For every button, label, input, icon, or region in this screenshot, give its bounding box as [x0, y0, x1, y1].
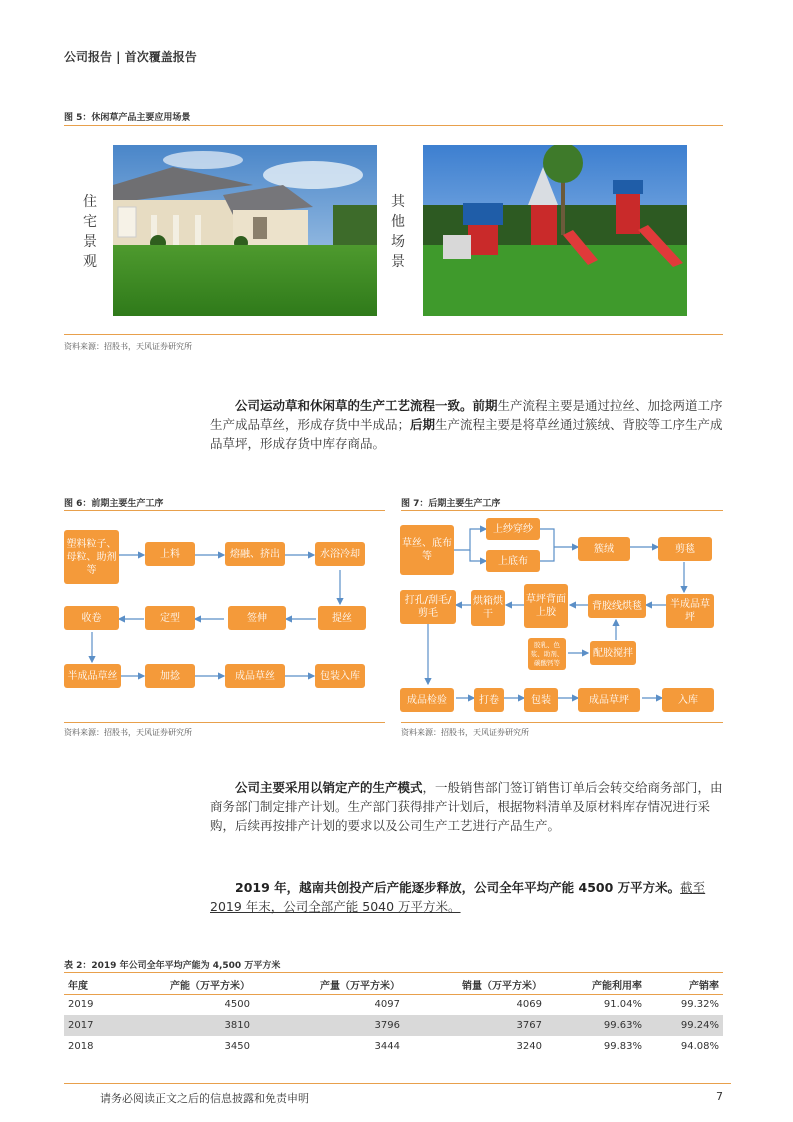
fig5-source: 资料来源：招股书，天风证券研究所 [64, 342, 192, 351]
fig6-box-water-cooling: 水浴冷却 [315, 542, 365, 566]
fig7-source: 资料来源：招股书，天风证券研究所 [401, 728, 529, 737]
fig6-box-melt-extrude: 熔融、挤出 [225, 542, 285, 566]
paragraph-process: 公司运动草和休闲草的生产工艺流程一致。前期生产流程主要是通过拉丝、加捻两道工序生产成品草丝，形成存货中半成品；后期生产流程主要是将草丝通过簇绒、背胶等工序生产成品草坪，形成存货中库存商品。 [210, 398, 723, 451]
col-utilization: 产能利用率 [546, 975, 646, 994]
table-header-row [64, 975, 723, 994]
fig6-box-drawing: 提丝 [318, 606, 366, 630]
paragraph-production-mode: 公司主要采用以销定产的生产模式，一般销售部门签订销售订单后会转交给商务部门，由商务部门制定排产计划。生产部门获得排产计划后，根据物料清单及原材料库存情况进行采购，后续再按排产计划的要求以及公司生产工艺进行产品生产。 [210, 780, 723, 833]
fig7-bottom-rule [401, 722, 723, 723]
table-row: 2019 4500 4097 4069 91.04% 99.32% [68, 999, 719, 1011]
fig7-box-latex-materials: 胶乳、色浆、助剂、碳酸钙等 [528, 638, 566, 670]
fig6-box-feeding: 上料 [145, 542, 195, 566]
fig7-box-threading: 上纱穿纱 [486, 518, 540, 540]
fig7-box-rolling: 打卷 [474, 688, 504, 712]
fig5-left-label: 住 宅 景 观 [83, 194, 97, 270]
col-year: 年度 [64, 975, 134, 994]
fig7-box-trimming: 剪毯 [658, 537, 712, 561]
table2-title: 表 2：2019 年公司全年平均产能为 4,500 万平方米 [64, 961, 281, 971]
fig6-box-setting: 定型 [145, 606, 195, 630]
table-row: 2017 3810 3796 3767 99.63% 99.24% [64, 1015, 723, 1036]
capacity-table [64, 975, 723, 1057]
page-number: 7 [716, 1090, 723, 1103]
residential-lawn-photo [113, 145, 377, 316]
fig6-box-stretching: 签伸 [228, 606, 286, 630]
fig6-box-pack-store: 包装入库 [315, 664, 365, 688]
fig7-box-tufting: 簇绒 [578, 537, 630, 561]
fig7-box-back-glue: 草坪背面上胶 [524, 584, 568, 628]
fig7-box-warehouse: 入库 [662, 688, 714, 712]
fig7-top-rule [401, 510, 723, 511]
footer-disclaimer: 请务必阅读正文之后的信息披露和免责申明 [100, 1092, 309, 1105]
fig6-box-twisting: 加捻 [145, 664, 195, 688]
paragraph-capacity: 2019 年，越南共创投产后产能逐步释放，公司全年平均产能 4500 万平方米。截至 2019 年末，公司全部产能 5040 万平方米。 [210, 880, 706, 914]
col-capacity: 产能（万平方米） [134, 975, 254, 994]
fig7-box-semi-turf: 半成品草坪 [666, 594, 714, 628]
fig7-box-punch-brush: 打孔/刮毛/剪毛 [400, 590, 456, 624]
fig6-box-semi-yarn: 半成品草丝 [64, 664, 121, 688]
fig6-box-raw-materials: 塑料粒子、母粒、助剂等 [64, 530, 119, 584]
fig5-top-rule [64, 125, 723, 126]
fig5-title: 图 5：休闲草产品主要应用场景 [64, 113, 191, 123]
fig7-box-base-cloth: 上底布 [486, 550, 540, 572]
fig7-box-packing: 包装 [524, 688, 558, 712]
col-sales: 销量（万平方米） [404, 975, 546, 994]
fig7-box-backing-line: 背胶线烘毯 [588, 594, 646, 618]
fig7-box-inspection: 成品检验 [400, 688, 454, 712]
fig6-source: 资料来源：招股书，天风证券研究所 [64, 728, 192, 737]
fig7-title: 图 7：后期主要生产工序 [401, 499, 501, 509]
fig7-box-glue-mixing: 配胶搅拌 [590, 641, 636, 665]
fig7-box-finished-turf: 成品草坪 [578, 688, 640, 712]
table2-top-rule [64, 972, 723, 973]
fig6-title: 图 6：前期主要生产工序 [64, 499, 164, 509]
col-output: 产量（万平方米） [254, 975, 404, 994]
fig7-box-yarn-cloth: 草丝、底布等 [400, 525, 454, 575]
fig6-bottom-rule [64, 722, 385, 723]
footer-rule [64, 1083, 731, 1084]
report-header: 公司报告 | 首次覆盖报告 [64, 50, 197, 64]
fig5-right-label: 其 他 场 景 [391, 194, 405, 270]
playground-photo [423, 145, 687, 316]
fig6-top-rule [64, 510, 385, 511]
col-sell-through: 产销率 [646, 975, 723, 994]
fig6-box-winding: 收卷 [64, 606, 119, 630]
fig6-box-finished-yarn: 成品草丝 [225, 664, 285, 688]
fig5-bottom-rule [64, 334, 723, 335]
table-row: 2018 3450 3444 3240 99.83% 94.08% [68, 1041, 719, 1052]
fig7-box-oven-dry: 烘箱烘干 [471, 590, 505, 626]
